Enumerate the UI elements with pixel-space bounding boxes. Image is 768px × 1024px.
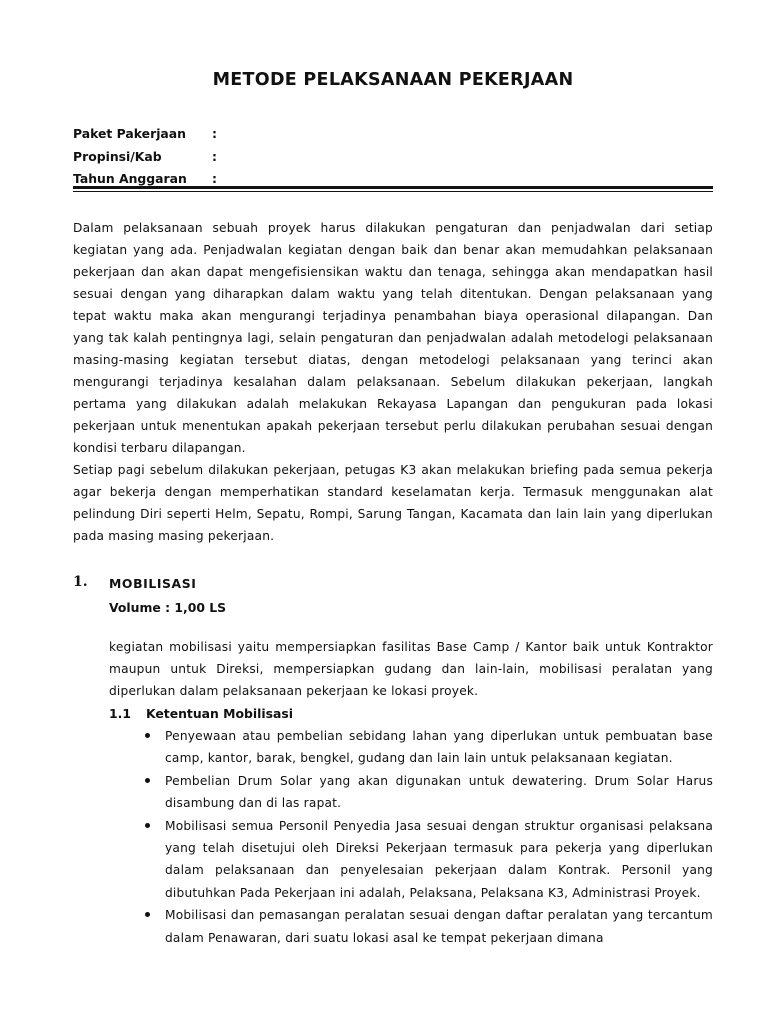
subsection-title: Ketentuan Mobilisasi	[146, 706, 293, 721]
list-item-text: Penyewaan atau pembelian sebidang lahan yang diperlukan untuk pembuatan base camp, kantor, barak, bengkel, gudang dan lain lain untuk pelaksanaan kegiatan.	[165, 729, 713, 766]
meta-label: Tahun Anggaran	[73, 171, 187, 186]
list-item-text: Mobilisasi semua Personil Penyedia Jasa sesuai dengan struktur organisasi pelaksana yang telah disetujui oleh Direksi Pekerjaan termasuk para pekerja yang diperlukan dalam pelaksanaan dan penyelesaian pekerjaan dalam Kontrak. Personil yang dibutuhkan Pada Pekerjaan ini adalah, Pelaksana, Pelaksana K3, Administrasi Proyek.	[165, 818, 713, 900]
meta-row-paket	[73, 123, 217, 146]
list-item	[165, 815, 713, 905]
meta-separator: :	[212, 126, 217, 141]
list-item-text: Pembelian Drum Solar yang akan digunakan untuk dewatering. Drum Solar Harus disambung dan di las rapat.	[165, 773, 713, 811]
intro-paragraph-2: Setiap pagi sebelum dilakukan pekerjaan, petugas K3 akan melakukan briefing pada semua pekerja agar bekerja dengan memperhatikan standard keselamatan kerja. Termasuk menggunakan alat pelindung Diri seperti Helm, Sepatu, Rompi, Sarung Tangan, Kacamata dan lain lain yang diperlukan pada masing masing pekerjaan.	[73, 463, 713, 543]
bullet-icon	[145, 733, 150, 738]
document-title: METODE PELAKSANAAN PEKERJAAN	[212, 70, 574, 90]
section-body: kegiatan mobilisasi yaitu mempersiapkan fasilitas Base Camp / Kantor baik untuk Kontraktor maupun untuk Direksi, mempersiapkan gudang dan lain-lain, mobilisasi peralatan yang diperlukan dalam pelaksanaan pekerjaan ke lokasi proyek.	[109, 640, 713, 698]
list-item	[165, 725, 713, 770]
meta-label: Paket Pakerjaan	[73, 126, 186, 141]
intro-paragraph-1: Dalam pelaksanaan sebuah proyek harus dilakukan pengaturan dan penjadwalan dari setiap kegiatan yang ada. Penjadwalan kegiatan dengan baik dan benar akan memudahkan pelaksanaan pekerjaan dan akan dapat mengefisiensikan waktu dan tenaga, sehingga akan mendapatkan hasil sesuai dengan yang diharapkan dalam waktu yang telah ditentukan. Dengan pelaksanaan yang tepat waktu maka akan mengurangi terjadinya penambahan biaya operasional dilapangan. Dan yang tak kalah pentingnya lagi, selain pengaturan dan penjadwalan adalah metodelogi pelaksanaan masing-masing kegiatan tersebut diatas, dengan metodelogi pelaksanaan yang terinci akan mengurangi terjadinya kesalahan dalam pelaksanaan. Sebelum dilakukan pekerjaan, langkah pertama yang dilakukan adalah melakukan Rekayasa Lapangan dan pengukuran pada lokasi pekerjaan untuk menentukan apakah pekerjaan tersebut perlu dilakukan perubahan sesuai dengan kondisi terbaru dilapangan.	[73, 221, 713, 455]
meta-row-propinsi	[73, 146, 217, 169]
section-volume: Volume : 1,00 LS	[109, 600, 227, 615]
list-item-text: Mobilisasi dan pemasangan peralatan sesuai dengan daftar peralatan yang tercantum dalam Penawaran, dari suatu lokasi asal ke tempat pekerjaan dimana	[165, 908, 713, 945]
list-item	[165, 770, 713, 815]
bullet-icon	[145, 778, 150, 783]
bullet-icon	[145, 912, 150, 917]
subsection-number: 1.1	[109, 706, 131, 721]
meta-label: Propinsi/Kab	[73, 148, 162, 164]
project-meta	[73, 123, 217, 191]
list-item	[165, 904, 713, 949]
header-divider-thin	[73, 191, 713, 192]
meta-separator: :	[212, 171, 217, 186]
meta-separator: :	[212, 148, 217, 164]
section-title: MOBILISASI	[109, 576, 197, 591]
section-number: 1.	[73, 574, 88, 590]
bullet-icon	[145, 823, 150, 828]
mobilization-requirements-list	[165, 725, 713, 949]
header-divider-thick	[73, 186, 713, 189]
